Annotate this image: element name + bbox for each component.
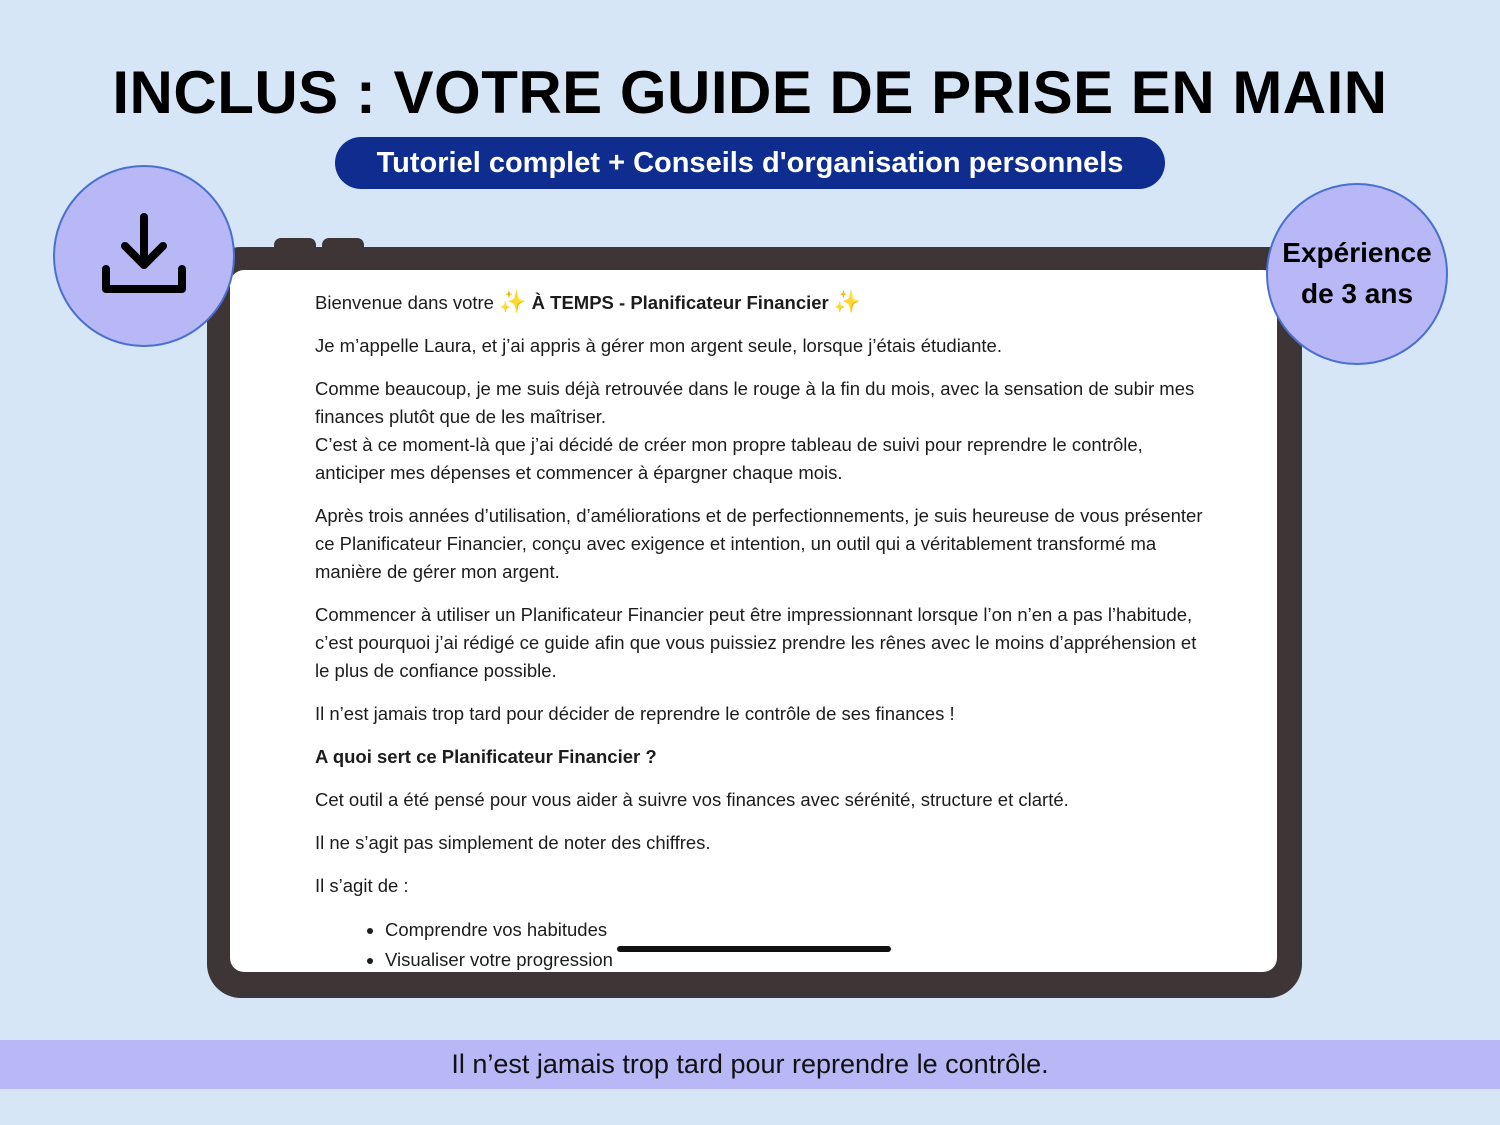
sparkle-icon: ✨ (499, 289, 527, 314)
section-heading: A quoi sert ce Planificateur Financier ? (315, 746, 657, 767)
experience-badge (1266, 183, 1448, 365)
page-title: INCLUS : VOTRE GUIDE DE PRISE EN MAIN (112, 59, 1388, 126)
download-icon (99, 211, 189, 301)
intro-line (315, 288, 1215, 317)
experience-line-2: de 3 ans (1300, 278, 1414, 309)
home-indicator[interactable] (617, 946, 891, 952)
paragraph-line: C’est à ce moment-là que j’ai décidé de créer mon propre tableau de suivi pour reprendre le contrôle, anticiper mes dépenses et commencer à épargner chaque mois. (315, 434, 1143, 483)
sparkle-icon: ✨ (833, 289, 862, 314)
guide-document (315, 288, 1215, 972)
paragraph: Il ne s’agit pas simplement de noter des chiffres. (315, 832, 711, 853)
paragraph (315, 375, 1215, 487)
paragraph: Commencer à utiliser un Planificateur Financier peut être impressionnant lorsque l’on n’en a pas l’habitude, c’est pourquoi j’ai rédigé ce guide afin que vous puissiez prendre les rênes avec le moins d’appréhension et le plus de confiance possible. (315, 604, 1197, 681)
intro-prefix: Bienvenue dans votre (315, 292, 494, 313)
subtitle-text: Tutoriel complet + Conseils d'organisation personnels (376, 146, 1124, 179)
bullet-list (315, 915, 1215, 972)
subtitle-pill (335, 137, 1165, 189)
paragraph: Après trois années d’utilisation, d’améliorations et de perfectionnements, je suis heureuse de vous présenter ce Planificateur Financier, conçu avec exigence et intention, un outil qui a véritablement transformé ma manière de gérer mon argent. (315, 505, 1203, 582)
footer-text: Il n’est jamais trop tard pour reprendre le contrôle. (451, 1049, 1049, 1079)
tablet-screen (230, 270, 1277, 972)
paragraph: Il n’est jamais trop tard pour décider de reprendre le contrôle de ses finances ! (315, 703, 955, 724)
experience-line-1: Expérience (1282, 237, 1432, 269)
brand-name: À TEMPS - Planificateur Financier (531, 292, 829, 313)
paragraph: Cet outil a été pensé pour vous aider à suivre vos finances avec sérénité, structure et clarté. (315, 789, 1069, 810)
paragraph-line: Comme beaucoup, je me suis déjà retrouvée dans le rouge à la fin du mois, avec la sensation de subir mes finances plutôt que de les maîtriser. (315, 378, 1195, 427)
list-item: • Visualiser votre progression (385, 945, 1215, 972)
footer-banner (0, 1040, 1500, 1089)
paragraph: Je m’appelle Laura, et j’ai appris à gérer mon argent seule, lorsque j’étais étudiante. (315, 335, 1002, 356)
paragraph: Il s’agit de : (315, 875, 409, 896)
list-item: • Comprendre vos habitudes (385, 915, 1215, 945)
download-badge (53, 165, 235, 347)
